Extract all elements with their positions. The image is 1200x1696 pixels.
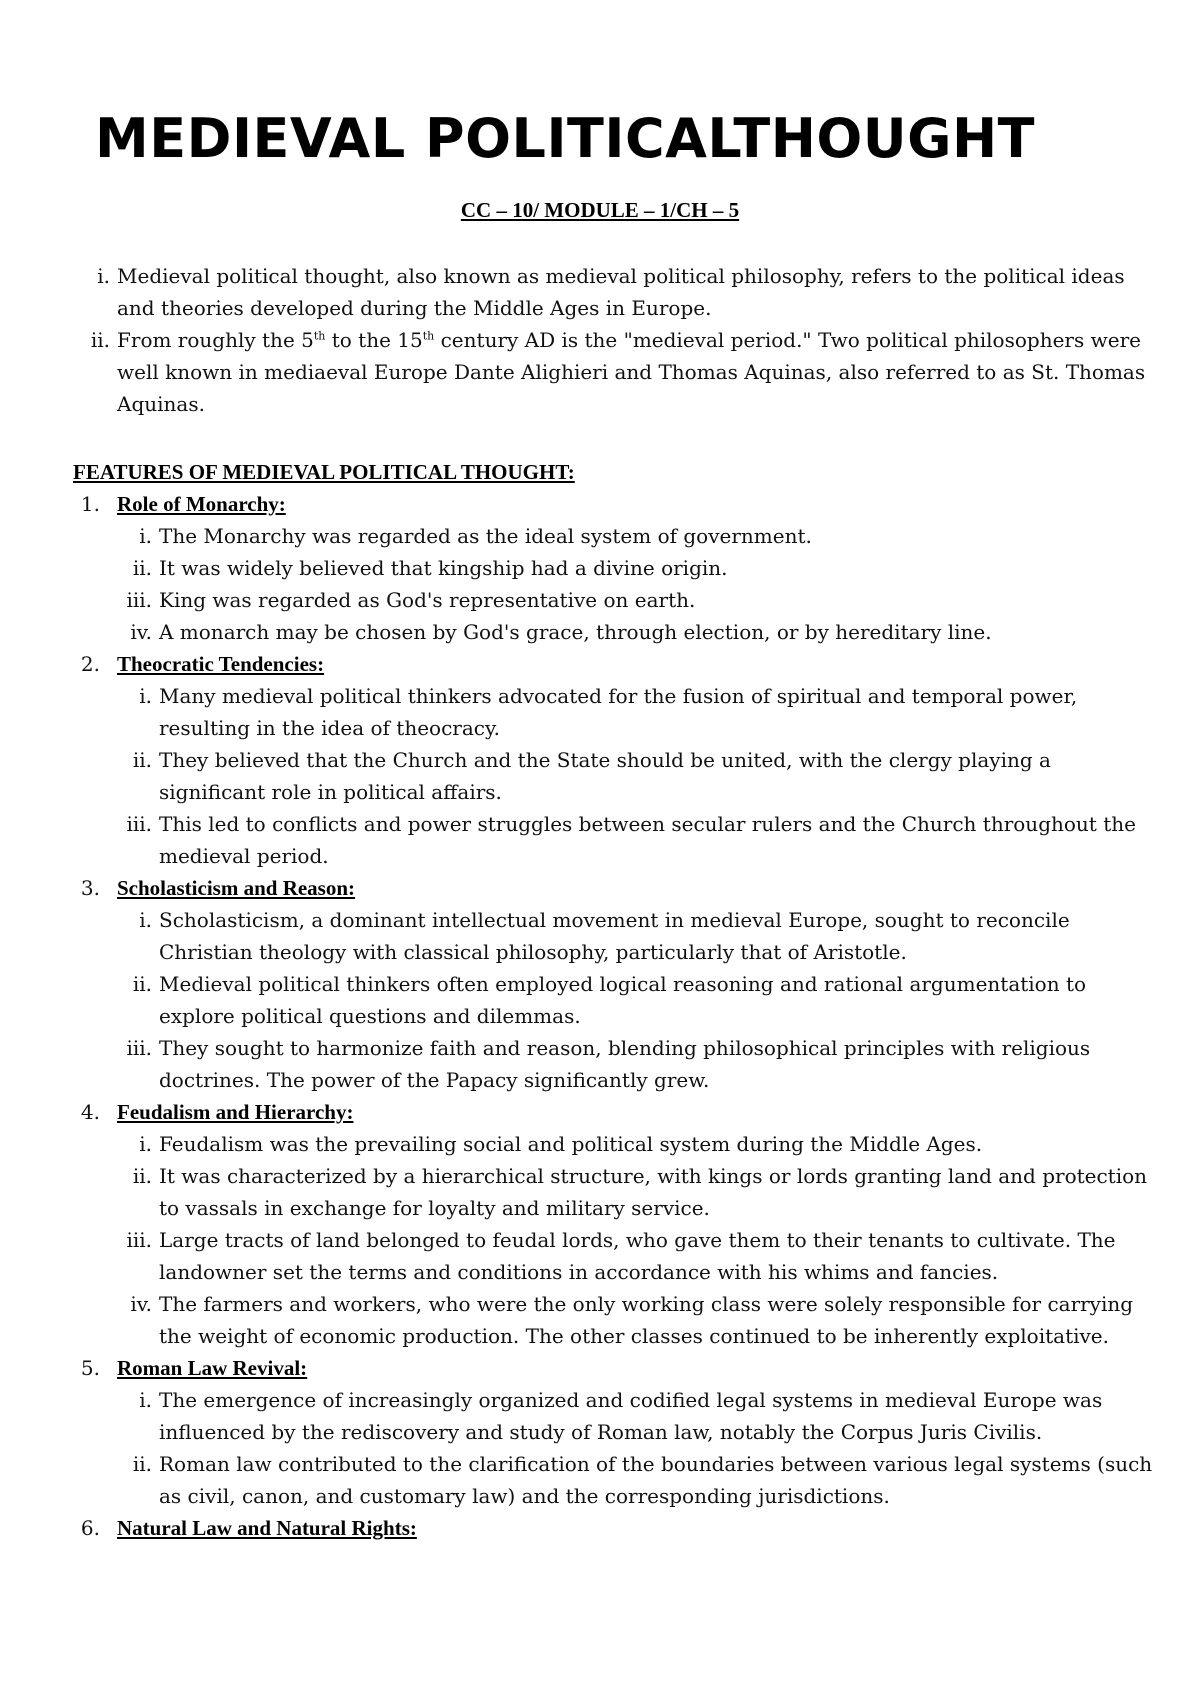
feature-points <box>70 1384 1160 1512</box>
feature-points <box>70 520 1160 648</box>
point-number: iii. <box>126 588 152 612</box>
feature-section <box>70 872 1160 1096</box>
point-text: Feudalism was the prevailing social and political system during the Middle Ages. <box>159 1132 983 1156</box>
feature-point <box>70 1128 1160 1160</box>
feature-point <box>70 1032 1160 1096</box>
point-number: ii. <box>132 556 152 580</box>
point-number: iv. <box>130 1292 152 1316</box>
point-text: They believed that the Church and the State should be united, with the clergy playing a significant role in political affairs. <box>159 748 1051 804</box>
features-list <box>70 488 1160 1544</box>
point-number: i. <box>139 684 152 708</box>
point-number: i. <box>139 1388 152 1412</box>
feature-point <box>70 584 1160 616</box>
point-number: ii. <box>132 1164 152 1188</box>
feature-heading <box>70 488 1160 520</box>
point-number: iv. <box>130 620 152 644</box>
feature-number: 5. <box>80 1356 100 1380</box>
feature-point <box>70 1224 1160 1288</box>
point-number: ii. <box>132 748 152 772</box>
feature-heading <box>70 648 1160 680</box>
intro-item-number: ii. <box>90 328 110 352</box>
point-text: They sought to harmonize faith and reason, blending philosophical principles with religious doctrines. The power of the Papacy significantly grew. <box>159 1036 1091 1092</box>
feature-point <box>70 680 1160 744</box>
point-number: i. <box>139 524 152 548</box>
point-text: It was characterized by a hierarchical structure, with kings or lords granting land and protection to vassals in exchange for loyalty and military service. <box>159 1164 1148 1220</box>
feature-number: 2. <box>80 652 100 676</box>
feature-section <box>70 648 1160 872</box>
point-text: The Monarchy was regarded as the ideal system of government. <box>159 524 812 548</box>
feature-heading <box>70 872 1160 904</box>
feature-point <box>70 616 1160 648</box>
feature-section <box>70 1352 1160 1512</box>
feature-heading-text: Feudalism and Hierarchy: <box>117 1100 354 1124</box>
feature-points <box>70 1128 1160 1352</box>
feature-point <box>70 520 1160 552</box>
intro-item-text: Medieval political thought, also known as medieval political philosophy, refers to the political ideas and theories developed during the Middle Ages in Europe. <box>117 264 1125 320</box>
point-text: The emergence of increasingly organized and codified legal systems in medieval Europe was influenced by the rediscovery and study of Roman law, notably the Corpus Juris Civilis. <box>159 1388 1103 1444</box>
intro-item-text: From roughly the 5th to the 15th century AD is the "medieval period." Two political philosophers were well known in mediaeval Europe Dante Alighieri and Thomas Aquinas, also referred to as St. Thomas Aquinas. <box>117 328 1146 416</box>
feature-point <box>70 1160 1160 1224</box>
point-number: i. <box>139 1132 152 1156</box>
intro-item-number: i. <box>97 264 110 288</box>
feature-section <box>70 488 1160 648</box>
point-text: Scholasticism, a dominant intellectual movement in medieval Europe, sought to reconcile Christian theology with classical philosophy, particularly that of Aristotle. <box>159 908 1070 964</box>
feature-heading-text: Theocratic Tendencies: <box>117 652 325 676</box>
point-text: This led to conflicts and power struggles between secular rulers and the Church throughout the medieval period. <box>159 812 1136 868</box>
feature-number: 6. <box>80 1516 100 1540</box>
features-heading: FEATURES OF MEDIEVAL POLITICAL THOUGHT: <box>73 460 575 484</box>
feature-number: 3. <box>80 876 100 900</box>
point-text: The farmers and workers, who were the only working class were solely responsible for carrying the weight of economic production. The other classes continued to be inherently exploitative. <box>159 1292 1134 1348</box>
point-text: Large tracts of land belonged to feudal lords, who gave them to their tenants to cultivate. The landowner set the terms and conditions in accordance with his whims and fancies. <box>159 1228 1116 1284</box>
intro-list <box>70 260 1150 420</box>
feature-point <box>70 968 1160 1032</box>
point-number: ii. <box>132 1452 152 1476</box>
point-number: iii. <box>126 1036 152 1060</box>
point-number: iii. <box>126 812 152 836</box>
point-text: Medieval political thinkers often employed logical reasoning and rational argumentation to explore political questions and dilemmas. <box>159 972 1087 1028</box>
point-number: iii. <box>126 1228 152 1252</box>
feature-point <box>70 1448 1160 1512</box>
feature-heading <box>70 1096 1160 1128</box>
feature-points <box>70 904 1160 1096</box>
point-text: Roman law contributed to the clarification of the boundaries between various legal systems (such as civil, canon, and customary law) and the corresponding jurisdictions. <box>159 1452 1153 1508</box>
feature-points <box>70 680 1160 872</box>
feature-heading-text: Roman Law Revival: <box>117 1356 308 1380</box>
feature-point <box>70 1288 1160 1352</box>
feature-heading <box>70 1352 1160 1384</box>
point-text: It was widely believed that kingship had a divine origin. <box>159 556 728 580</box>
feature-point <box>70 808 1160 872</box>
feature-section <box>70 1096 1160 1352</box>
point-number: i. <box>139 908 152 932</box>
point-text: A monarch may be chosen by God's grace, through election, or by hereditary line. <box>159 620 992 644</box>
feature-point <box>70 552 1160 584</box>
feature-number: 4. <box>80 1100 100 1124</box>
module-subtitle: CC – 10/ MODULE – 1/CH – 5 <box>460 198 740 222</box>
feature-heading-text: Role of Monarchy: <box>117 492 286 516</box>
page-title: MEDIEVAL POLITICALTHOUGHT <box>95 107 1035 170</box>
feature-heading <box>70 1512 1160 1544</box>
feature-number: 1. <box>80 492 100 516</box>
feature-point <box>70 744 1160 808</box>
intro-item <box>70 260 1150 324</box>
point-number: ii. <box>132 972 152 996</box>
feature-point <box>70 904 1160 968</box>
feature-heading-text: Natural Law and Natural Rights: <box>117 1516 417 1540</box>
feature-heading-text: Scholasticism and Reason: <box>117 876 356 900</box>
feature-section <box>70 1512 1160 1544</box>
point-text: King was regarded as God's representative on earth. <box>159 588 696 612</box>
feature-point <box>70 1384 1160 1448</box>
intro-item <box>70 324 1150 420</box>
point-text: Many medieval political thinkers advocated for the fusion of spiritual and temporal power, resulting in the idea of theocracy. <box>159 684 1078 740</box>
